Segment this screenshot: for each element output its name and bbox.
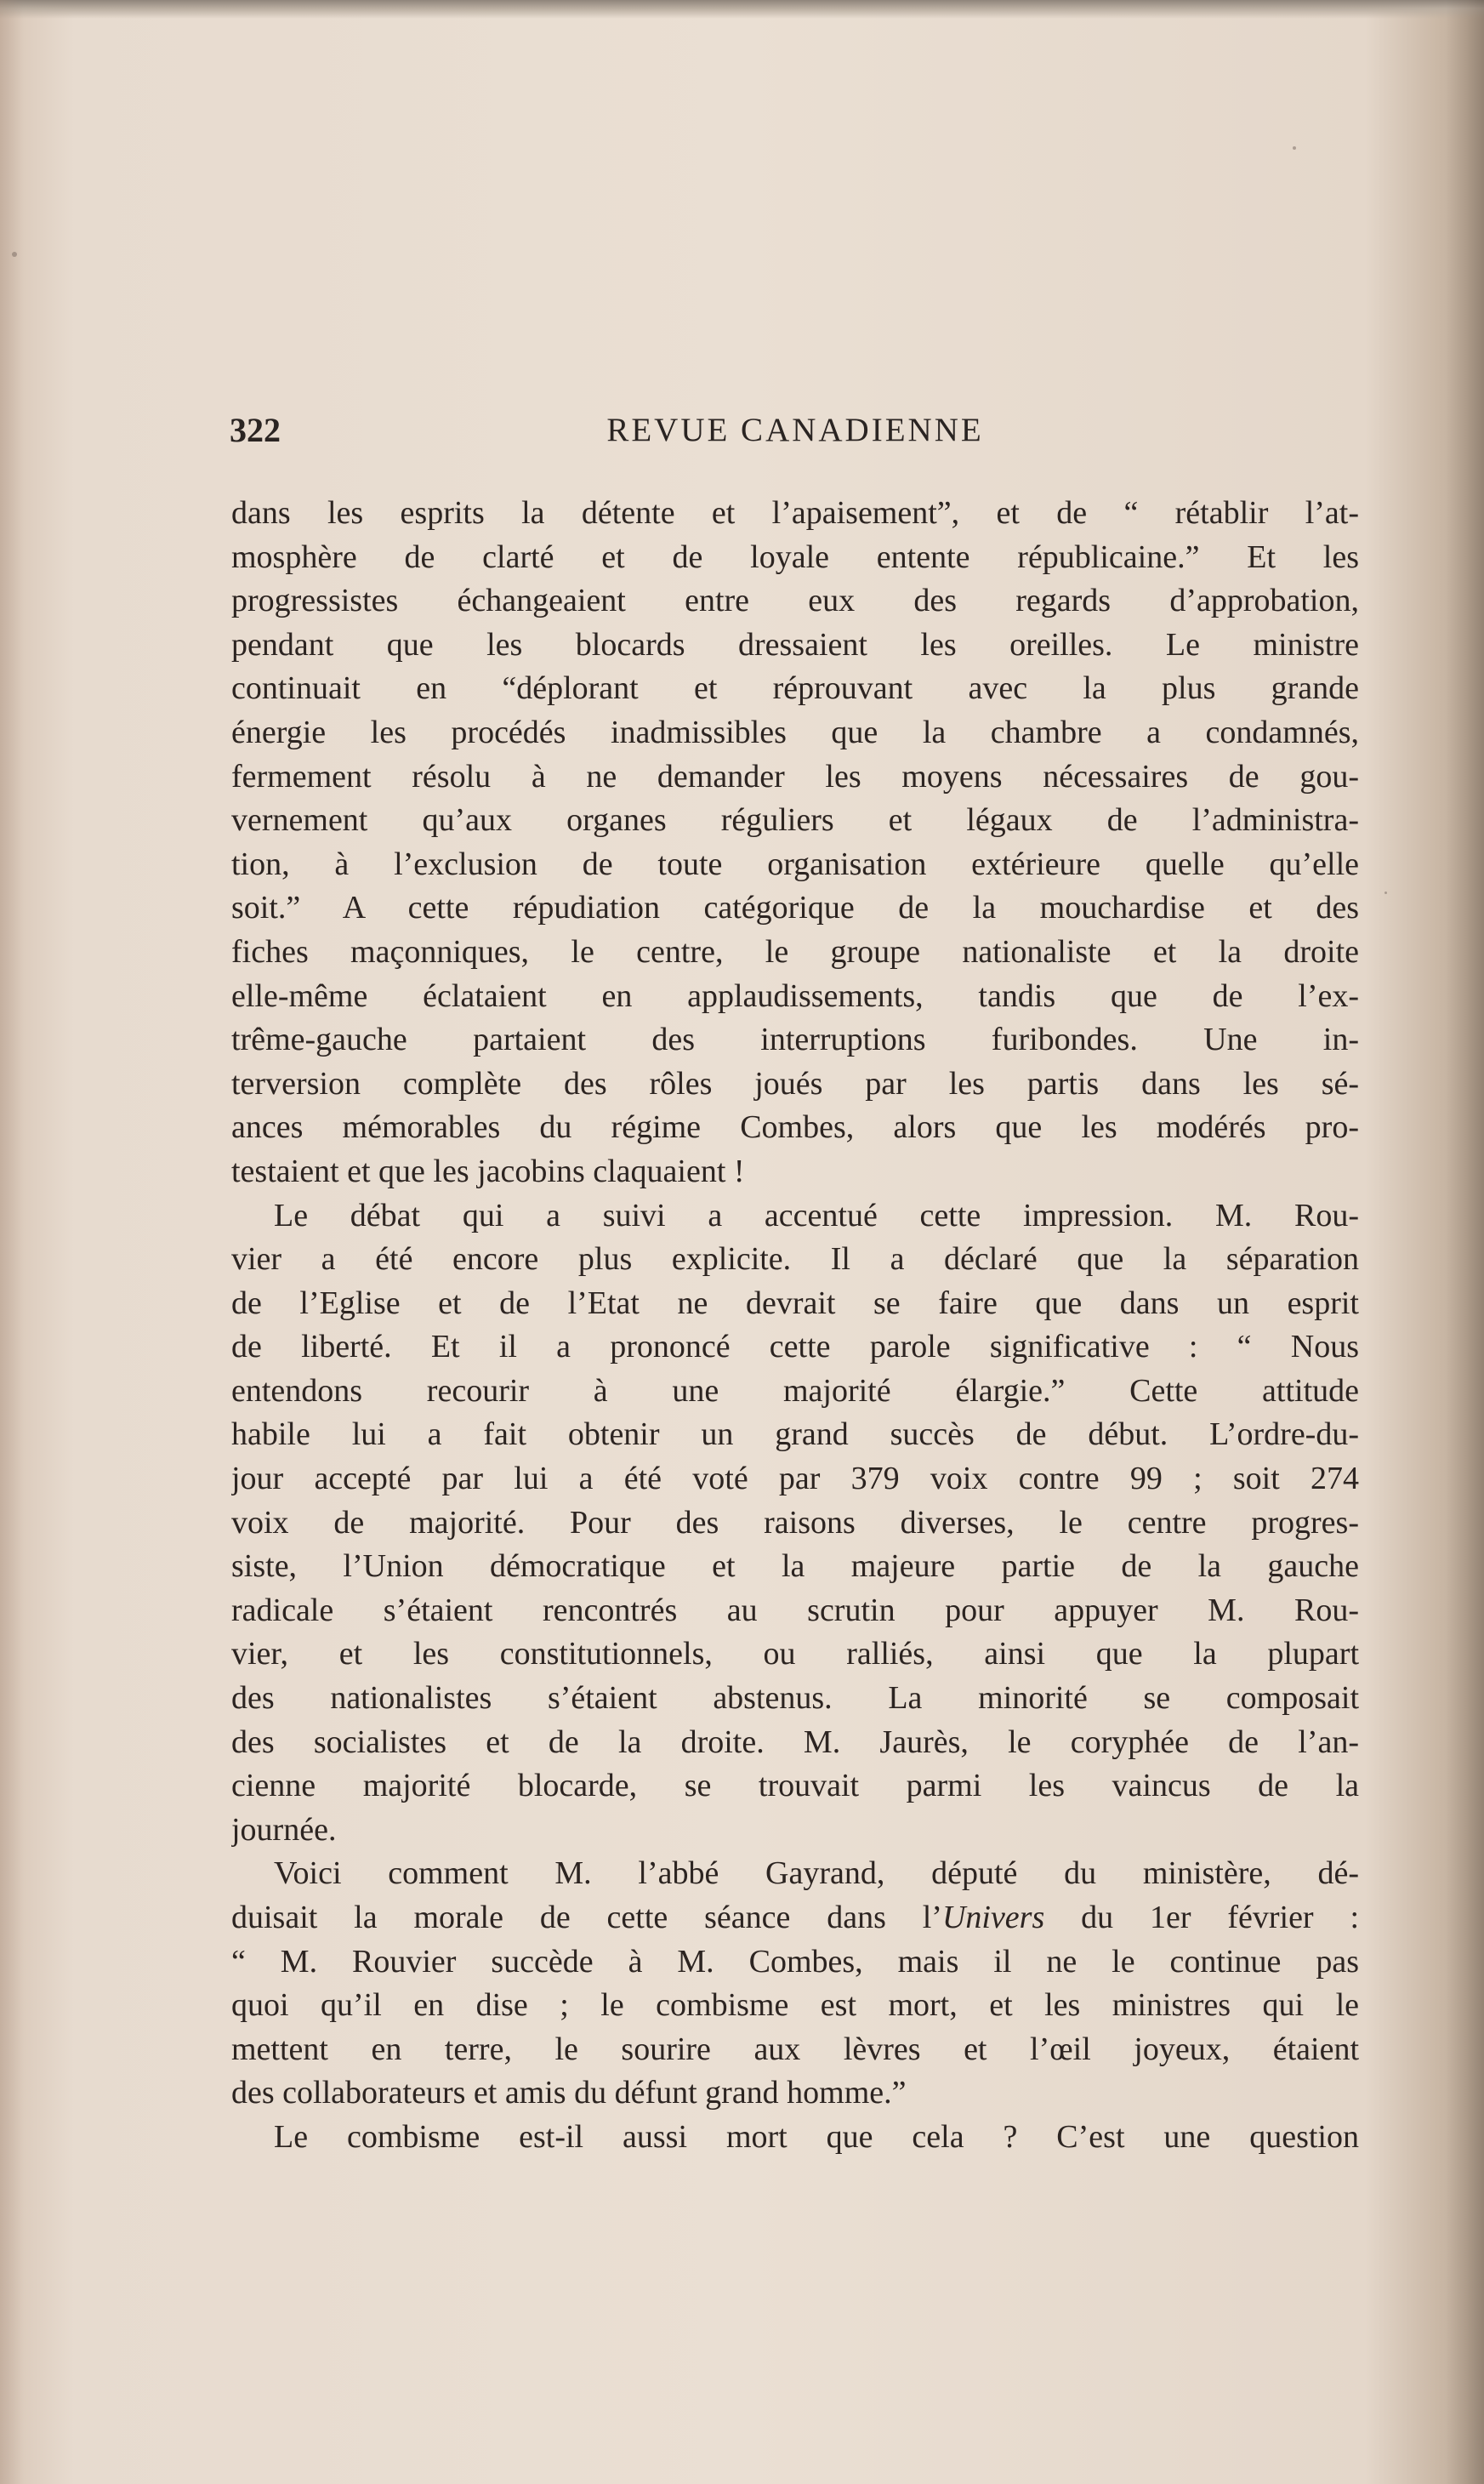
text-line: des nationalistes s’étaient abstenus. La minorité se composait xyxy=(231,1680,1359,1717)
paragraph-start-line: Le débat qui a suivi a accentué cette impression. M. Rou- xyxy=(274,1197,1359,1233)
paper-speck xyxy=(1293,146,1296,150)
text-line: mettent en terre, le sourire aux lèvres et l’œil joyeux, étaient xyxy=(231,2031,1359,2067)
right-gutter-shadow xyxy=(1446,0,1484,2484)
text-line: jour accepté par lui a été voté par 379 voix contre 99 ; soit 274 xyxy=(231,1461,1359,1497)
text-line: tion, à l’exclusion de toute organisation extérieure quelle qu’elle xyxy=(231,846,1359,882)
paper-speck xyxy=(1384,892,1387,894)
text-line: soit.” A cette répudiation catégorique de la mouchardise et des xyxy=(231,890,1359,926)
text-line: fiches maçonniques, le centre, le groupe nationaliste et la droite xyxy=(231,933,1359,970)
text-line: voix de majorité. Pour des raisons diverses, le centre progres- xyxy=(231,1504,1359,1541)
text-line-with-italic xyxy=(231,1896,1359,1940)
text-line: ances mémorables du régime Combes, alors que les modérés pro- xyxy=(231,1109,1359,1146)
top-edge-shadow xyxy=(0,0,1484,19)
text-line: dans les esprits la détente et l’apaisement”, et de “ rétablir l’at- xyxy=(231,495,1359,531)
text-line: trême-gauche partaient des interruptions furibondes. Une in- xyxy=(231,1022,1359,1058)
text-line: habile lui a fait obtenir un grand succès de début. L’ordre-du- xyxy=(231,1416,1359,1453)
text-line: vier a été encore plus explicite. Il a déclaré que la séparation xyxy=(231,1241,1359,1278)
text-line: quoi qu’il en dise ; le combisme est mort, et les ministres qui le xyxy=(231,1987,1359,2024)
italic-title-univers: Univers xyxy=(941,1900,1045,1935)
paragraph-start-line: Voici comment M. l’abbé Gayrand, député du ministère, dé- xyxy=(274,1855,1359,1892)
text-segment: duisait la morale de cette séance dans l’ xyxy=(231,1900,942,1935)
text-line: progressistes échangeaient entre eux des regards d’approbation, xyxy=(231,583,1359,619)
text-line: cienne majorité blocarde, se trouvait parmi les vaincus de la xyxy=(231,1768,1359,1804)
body-text xyxy=(231,492,1359,2210)
text-line: énergie les procédés inadmissibles que la chambre a condamnés, xyxy=(231,714,1359,750)
paragraph-end-line: testaient et que les jacobins claquaient ! xyxy=(231,1153,745,1189)
text-line: pendant que les blocards dressaient les oreilles. Le ministre xyxy=(231,626,1359,663)
left-page-edge xyxy=(0,0,24,2484)
text-line: des socialistes et de la droite. M. Jaurès, le coryphée de l’an- xyxy=(231,1723,1359,1760)
paragraph-end-line: des collaborateurs et amis du défunt grand homme.” xyxy=(231,2075,907,2111)
text-line: siste, l’Union démocratique et la majeure partie de la gauche xyxy=(231,1548,1359,1585)
text-line: fermement résolu à ne demander les moyens nécessaires de gou- xyxy=(231,758,1359,795)
page-header xyxy=(230,407,1361,454)
running-title: REVUE CANADIENNE xyxy=(606,412,984,448)
paper-speck xyxy=(12,252,17,257)
text-line: de l’Eglise et de l’Etat ne devrait se faire que dans un esprit xyxy=(231,1285,1359,1321)
paragraph-start-line: Le combisme est-il aussi mort que cela ? C’est une question xyxy=(274,2118,1359,2155)
paragraph-end-line: journée. xyxy=(231,1811,337,1848)
text-line: terversion complète des rôles joués par les partis dans les sé- xyxy=(231,1065,1359,1102)
text-segment: du 1er février : xyxy=(1044,1900,1359,1935)
text-line: mosphère de clarté et de loyale entente républicaine.” Et les xyxy=(231,538,1359,575)
page-number: 322 xyxy=(230,411,281,449)
text-line: vernement qu’aux organes réguliers et légaux de l’administra- xyxy=(231,802,1359,839)
text-line: de liberté. Et il a prononcé cette parole significative : “ Nous xyxy=(231,1329,1359,1365)
text-line: continuait en “déplorant et réprouvant avec la plus grande xyxy=(231,670,1359,707)
text-line: vier, et les constitutionnels, ou ralliés, ainsi que la plupart xyxy=(231,1636,1359,1672)
text-line: entendons recourir à une majorité élargie.” Cette attitude xyxy=(231,1372,1359,1409)
text-line: “ M. Rouvier succède à M. Combes, mais il ne le continue pas xyxy=(231,1943,1359,1980)
text-line: radicale s’étaient rencontrés au scrutin pour appuyer M. Rou- xyxy=(231,1592,1359,1628)
text-line: elle-même éclataient en applaudissements, tandis que de l’ex- xyxy=(231,977,1359,1014)
